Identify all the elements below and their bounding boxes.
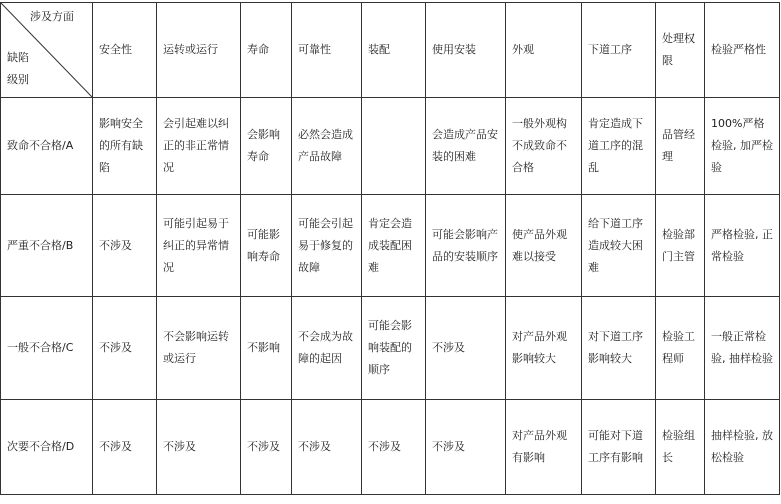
column-header: 下道工序 (582, 3, 656, 98)
table-cell: 一般正常检验, 抽样检验 (705, 297, 780, 400)
defect-level-cell: 次要不合格/D (1, 400, 93, 495)
table-cell: 肯定会造成装配困难 (362, 195, 426, 297)
table-row (1, 297, 780, 400)
table-cell: 不影响 (241, 297, 292, 400)
table-cell: 不涉及 (426, 400, 506, 495)
corner-aspect-label: 涉及方面 (30, 10, 74, 23)
table-cell: 检验部门主管 (656, 195, 705, 297)
column-header: 使用安装 (426, 3, 506, 98)
table-cell: 品管经理 (656, 98, 705, 195)
table-cell: 会影响寿命 (241, 98, 292, 195)
table-cell: 不会影响运转或运行 (157, 297, 241, 400)
column-header: 可靠性 (292, 3, 362, 98)
table-cell: 不涉及 (93, 400, 157, 495)
table-cell: 不涉及 (241, 400, 292, 495)
table-cell: 100%严格检验, 加严检验 (705, 98, 780, 195)
table-cell: 给下道工序造成较大困难 (582, 195, 656, 297)
table-cell: 会造成产品安装的困难 (426, 98, 506, 195)
table-cell: 可能对下道工序有影响 (582, 400, 656, 495)
column-header: 检验严格性 (705, 3, 780, 98)
table-cell: 可能会影响装配的顺序 (362, 297, 426, 400)
table-cell: 可能引起易于纠正的异常情况 (157, 195, 241, 297)
table-cell: 不涉及 (93, 195, 157, 297)
table-cell: 不涉及 (93, 297, 157, 400)
table-cell: 肯定造成下道工序的混乱 (582, 98, 656, 195)
table-row (1, 195, 780, 297)
table-cell: 对产品外观影响较大 (506, 297, 582, 400)
table-cell: 可能会引起易于修复的故障 (292, 195, 362, 297)
table-row (1, 400, 780, 495)
table-cell: 严格检验, 正常检验 (705, 195, 780, 297)
table-cell: 可能影响寿命 (241, 195, 292, 297)
table-cell: 检验工程师 (656, 297, 705, 400)
corner-level-label: 缺陷 级别 (7, 51, 29, 86)
column-header: 运转或运行 (157, 3, 241, 98)
column-header: 处理权限 (656, 3, 705, 98)
defect-level-cell: 致命不合格/A (1, 98, 93, 195)
table-cell: 不涉及 (157, 400, 241, 495)
table-cell: 检验组长 (656, 400, 705, 495)
header-row (1, 3, 780, 98)
table-row (1, 98, 780, 195)
defect-level-cell: 一般不合格/C (1, 297, 93, 400)
table-cell: 对产品外观有影响 (506, 400, 582, 495)
column-header: 装配 (362, 3, 426, 98)
defect-level-cell: 严重不合格/B (1, 195, 93, 297)
table-cell: 可能会影响产品的安装顺序 (426, 195, 506, 297)
table-cell: 不涉及 (426, 297, 506, 400)
table-cell: 不涉及 (362, 400, 426, 495)
table-cell (362, 98, 426, 195)
table-cell: 对下道工序影响较大 (582, 297, 656, 400)
defect-grading-table (0, 2, 780, 495)
table-cell: 不会成为故障的起因 (292, 297, 362, 400)
table-cell: 会引起难以纠正的非正常情况 (157, 98, 241, 195)
column-header: 安全性 (93, 3, 157, 98)
table-cell: 影响安全的所有缺陷 (93, 98, 157, 195)
table-cell: 必然会造成产品故障 (292, 98, 362, 195)
column-header: 寿命 (241, 3, 292, 98)
table-cell: 一般外观构不成致命不合格 (506, 98, 582, 195)
table-cell: 使产品外观难以接受 (506, 195, 582, 297)
column-header: 外观 (506, 3, 582, 98)
corner-header-cell (1, 3, 93, 98)
table-cell: 抽样检验, 放松检验 (705, 400, 780, 495)
table-cell: 不涉及 (292, 400, 362, 495)
